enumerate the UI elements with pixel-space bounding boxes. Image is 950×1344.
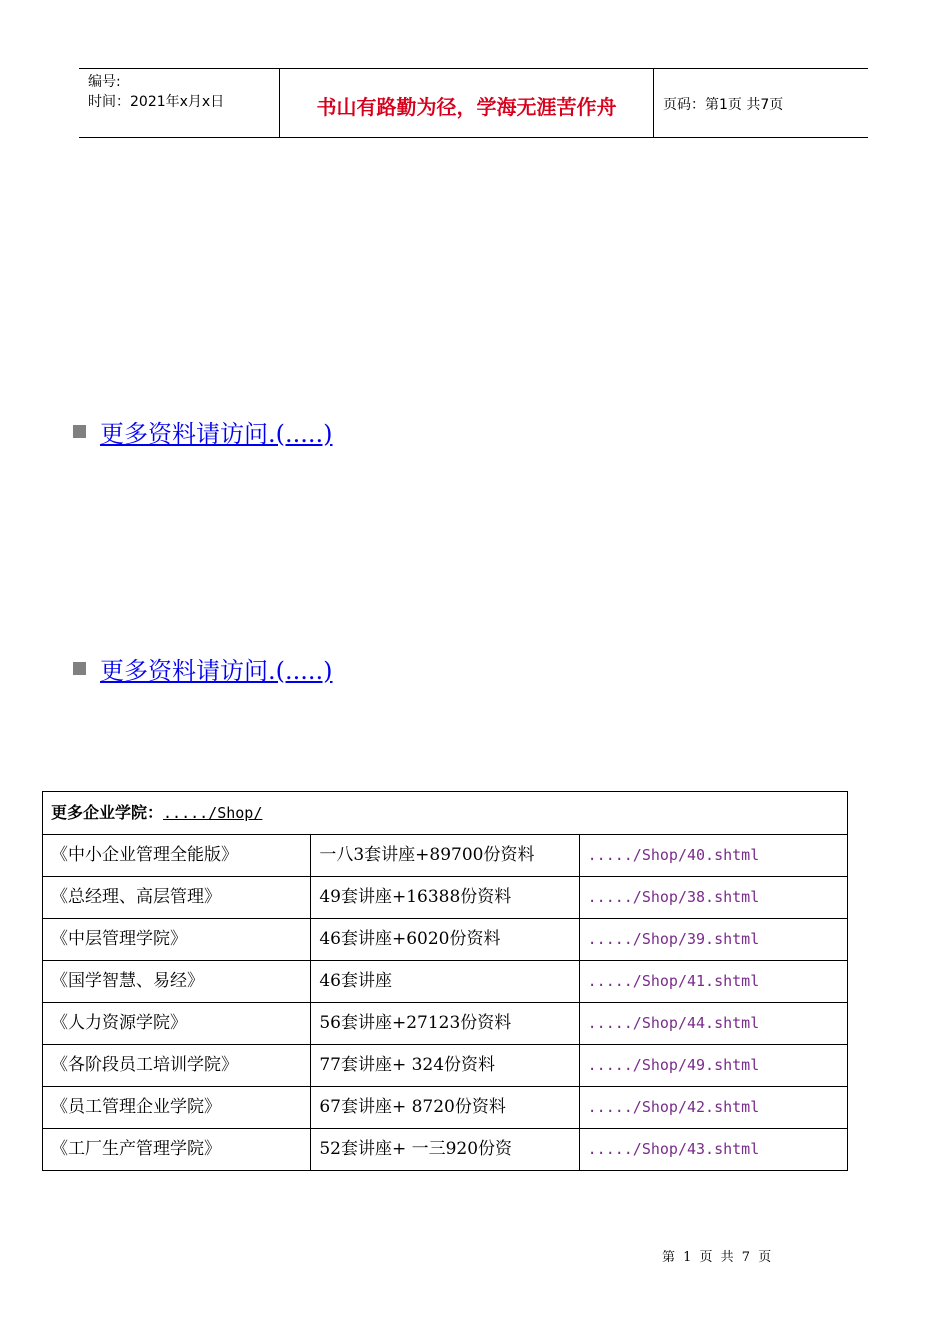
table-header-url[interactable]: ...../Shop/: [163, 804, 263, 822]
table-row: [43, 919, 848, 961]
course-desc: 77套讲座+ 324份资料: [311, 1045, 579, 1087]
course-url[interactable]: ...../Shop/42.shtml: [579, 1087, 847, 1129]
header-motto-cell: [279, 69, 654, 137]
course-desc: 49套讲座+16388份资料: [311, 877, 579, 919]
table-row: [43, 1129, 848, 1171]
course-url[interactable]: ...../Shop/40.shtml: [579, 835, 847, 877]
header-page-cell: [653, 69, 868, 137]
link-row-1: [73, 414, 333, 448]
course-url[interactable]: ...../Shop/39.shtml: [579, 919, 847, 961]
more-resources-link-2[interactable]: 更多资料请访问.(.....): [100, 656, 333, 685]
course-desc: 46套讲座: [311, 961, 579, 1003]
course-url[interactable]: ...../Shop/49.shtml: [579, 1045, 847, 1087]
course-name: 《员工管理企业学院》: [43, 1087, 311, 1129]
document-time: 时间：2021年x月x日: [88, 94, 225, 110]
more-resources-link-1[interactable]: 更多资料请访问.(.....): [100, 419, 333, 448]
page-header: [79, 68, 868, 138]
motto-text: 书山有路勤为径，学海无涯苦作舟: [316, 95, 617, 119]
course-name: 《人力资源学院》: [43, 1003, 311, 1045]
table-row: [43, 1003, 848, 1045]
course-name: 《工厂生产管理学院》: [43, 1129, 311, 1171]
course-desc: 56套讲座+27123份资料: [311, 1003, 579, 1045]
table-row: [43, 877, 848, 919]
table-row: [43, 1045, 848, 1087]
course-name: 《中层管理学院》: [43, 919, 311, 961]
course-name: 《中小企业管理全能版》: [43, 835, 311, 877]
page-footer: 第 1 页 共 7 页: [662, 1250, 774, 1265]
table-row: [43, 961, 848, 1003]
table-header-label: 更多企业学院：: [51, 803, 164, 822]
course-name: 《国学智慧、易经》: [43, 961, 311, 1003]
table-row: [43, 1087, 848, 1129]
table-header-cell: [43, 792, 848, 835]
table-header-row: [43, 792, 848, 835]
course-desc: 67套讲座+ 8720份资料: [311, 1087, 579, 1129]
link-row-2: [73, 651, 333, 685]
course-url[interactable]: ...../Shop/38.shtml: [579, 877, 847, 919]
course-desc: 一八3套讲座+89700份资料: [311, 835, 579, 877]
document-number: 编号:: [88, 74, 121, 90]
course-name: 《总经理、高层管理》: [43, 877, 311, 919]
course-name: 《各阶段员工培训学院》: [43, 1045, 311, 1087]
course-url[interactable]: ...../Shop/41.shtml: [579, 961, 847, 1003]
course-url[interactable]: ...../Shop/44.shtml: [579, 1003, 847, 1045]
shop-table: [42, 791, 848, 1171]
square-bullet-icon: [73, 425, 86, 438]
square-bullet-icon: [73, 662, 86, 675]
course-desc: 52套讲座+ 一三920份资: [311, 1129, 579, 1171]
course-desc: 46套讲座+6020份资料: [311, 919, 579, 961]
page-info: 页码：第1页 共7页: [663, 97, 784, 113]
table-row: [43, 835, 848, 877]
course-url[interactable]: ...../Shop/43.shtml: [579, 1129, 847, 1171]
header-meta: [79, 69, 279, 137]
